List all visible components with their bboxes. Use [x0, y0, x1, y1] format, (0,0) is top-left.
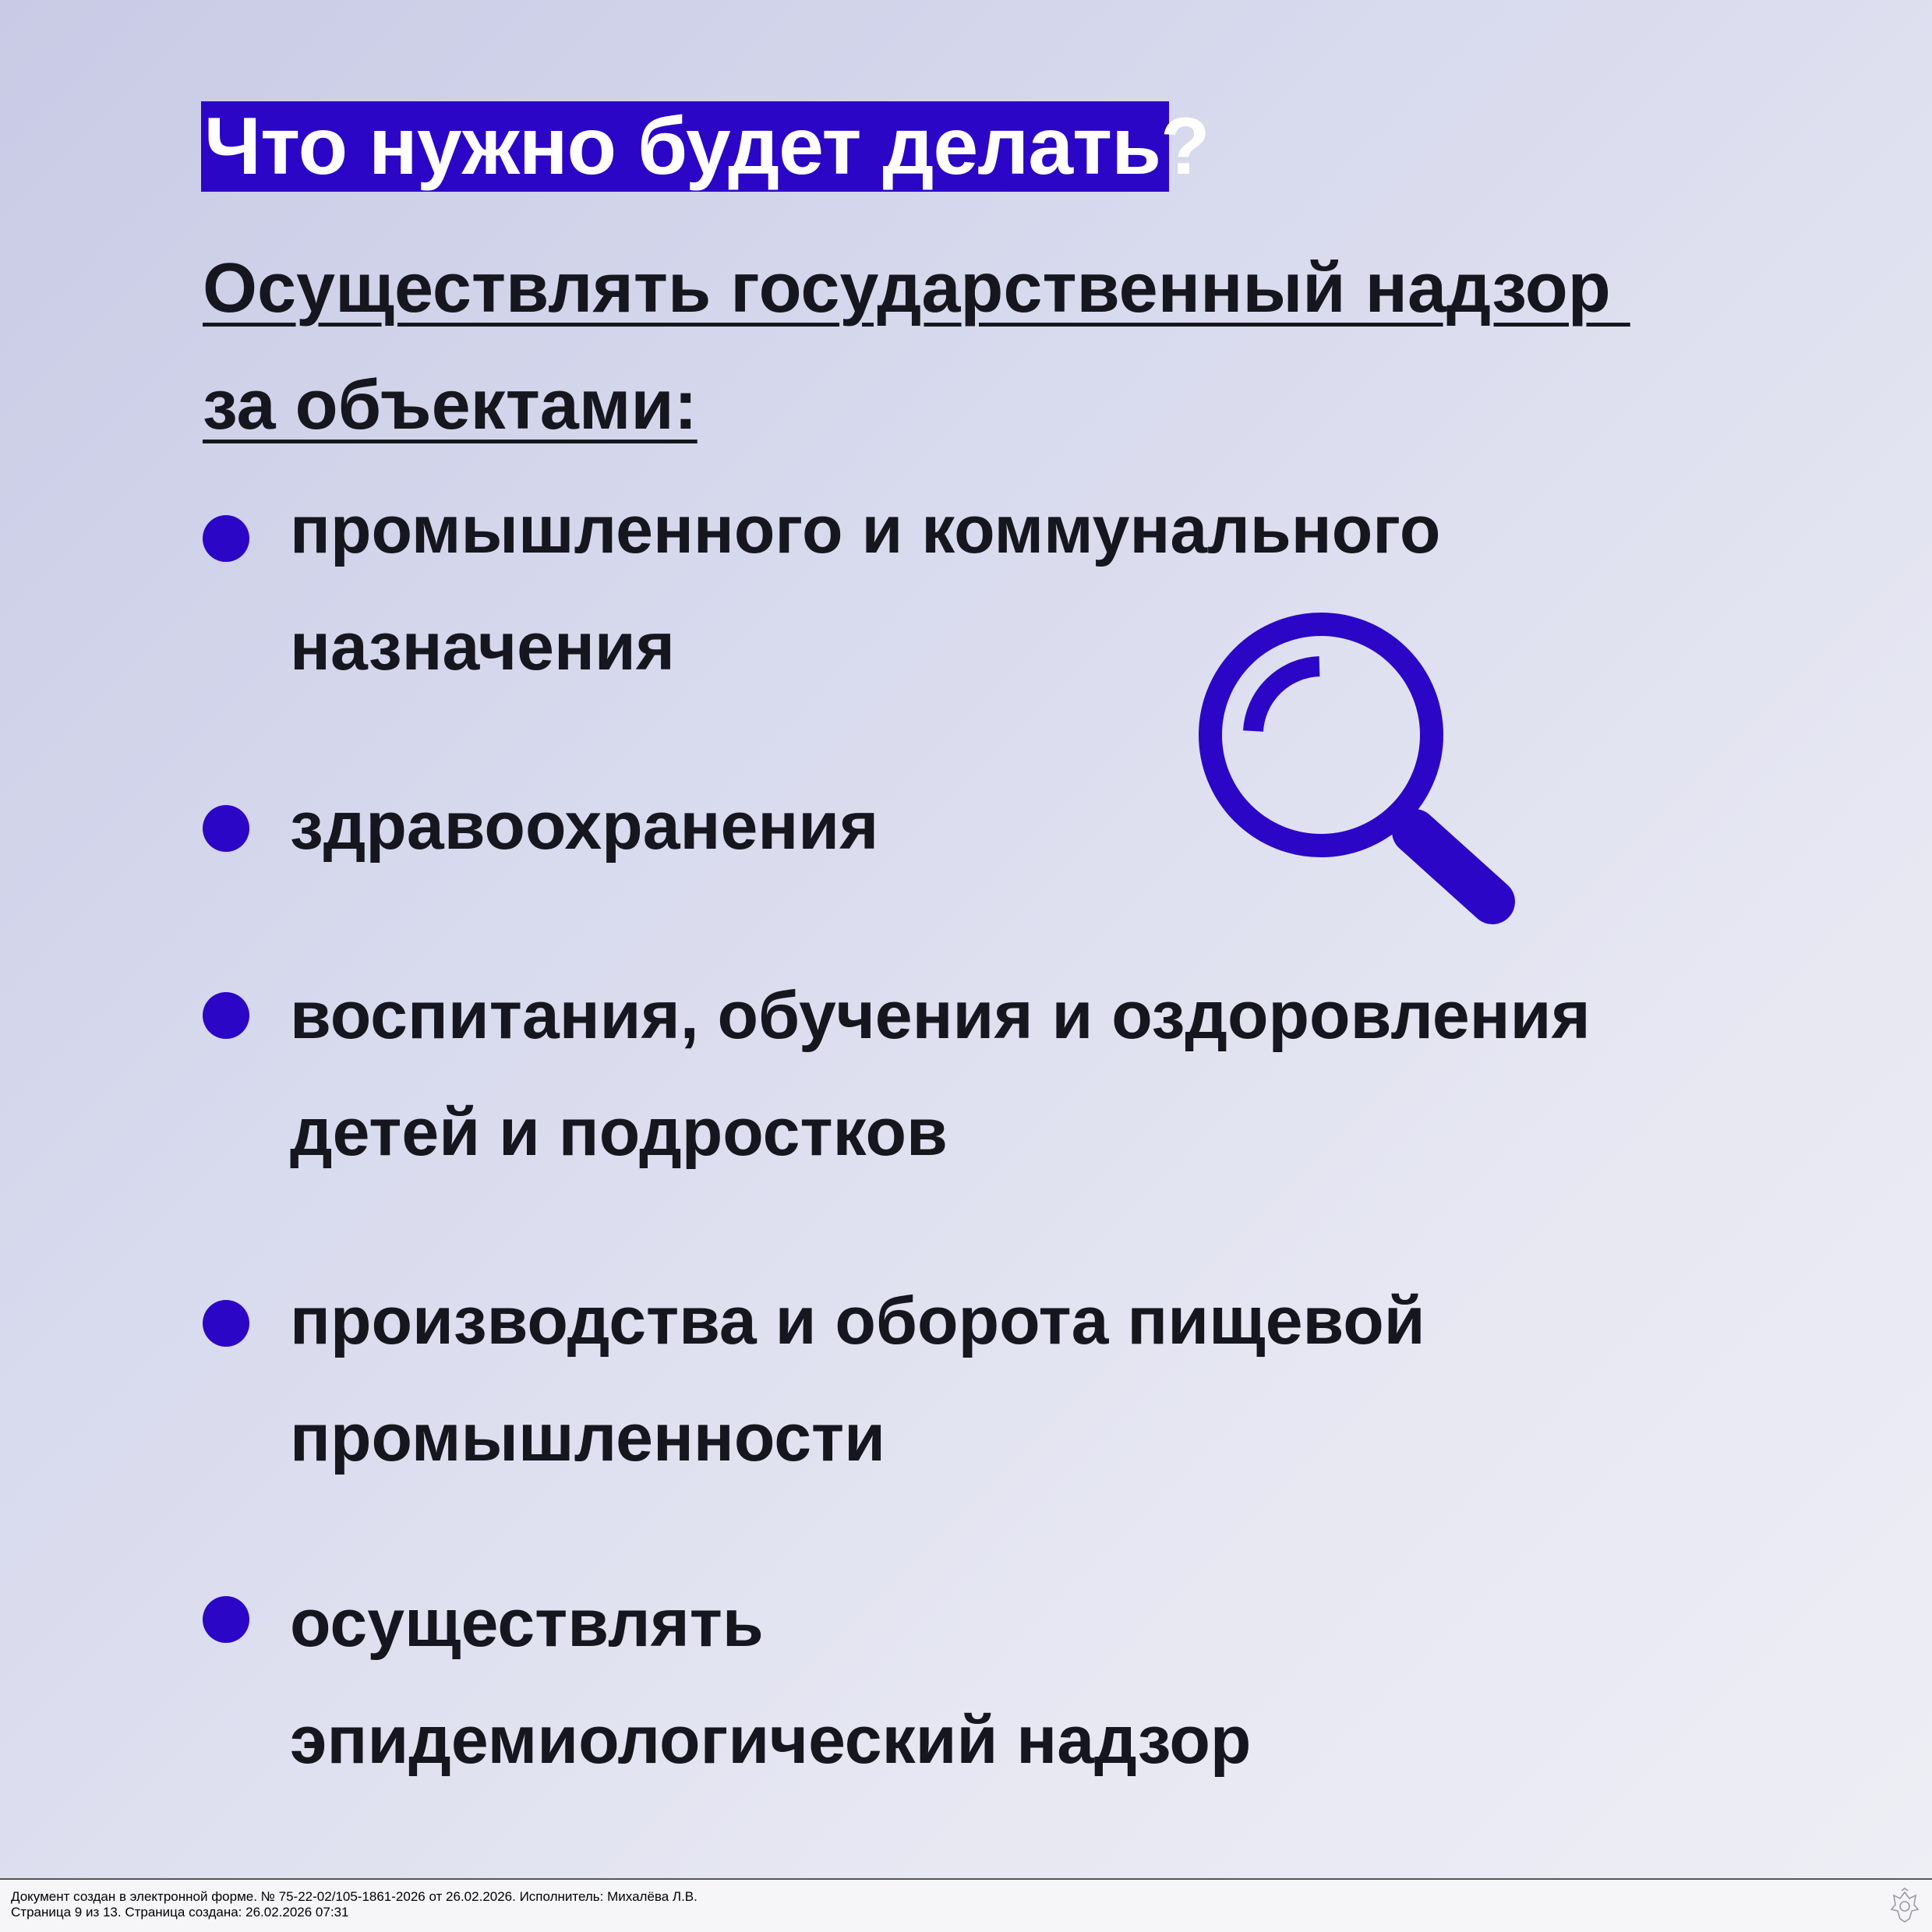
magnifier-icon [1189, 604, 1539, 955]
list-item-text: воспитания, обучения и оздоровления детей и подростков [290, 978, 1591, 1170]
subtitle-line-2: за объектами: [203, 366, 698, 444]
document-footer [0, 1878, 1932, 1932]
list-item-text: осуществлять эпидемиологический надзор [290, 1586, 1252, 1778]
emblem-icon [1887, 1888, 1923, 1925]
bullet-dot-icon [203, 1596, 249, 1643]
bullet-dot-icon [203, 805, 249, 852]
bullet-dot-icon [203, 992, 249, 1039]
bullet-dot-icon [203, 515, 249, 562]
bullet-dot-icon [203, 1300, 249, 1347]
footer-line-2: Страница 9 из 13. Страница создана: 26.02.2026 07:31 [11, 1905, 349, 1920]
list-item-text: промышленного и коммунального назначения [290, 493, 1441, 684]
page-title: Что нужно будет делать? [201, 101, 1169, 192]
subtitle-line-1: Осуществлять государственный надзор [203, 249, 1630, 327]
list-item-text: производства и оборота пищевой промышленности [290, 1284, 1425, 1475]
list-item-text: здравоохранения [290, 789, 879, 864]
footer-line-1: Документ создан в электронной форме. № 75-22-02/105-1861-2026 от 26.02.2026. Исполнитель: Михалёва Л.В. [11, 1889, 698, 1904]
subtitle [203, 230, 1683, 464]
